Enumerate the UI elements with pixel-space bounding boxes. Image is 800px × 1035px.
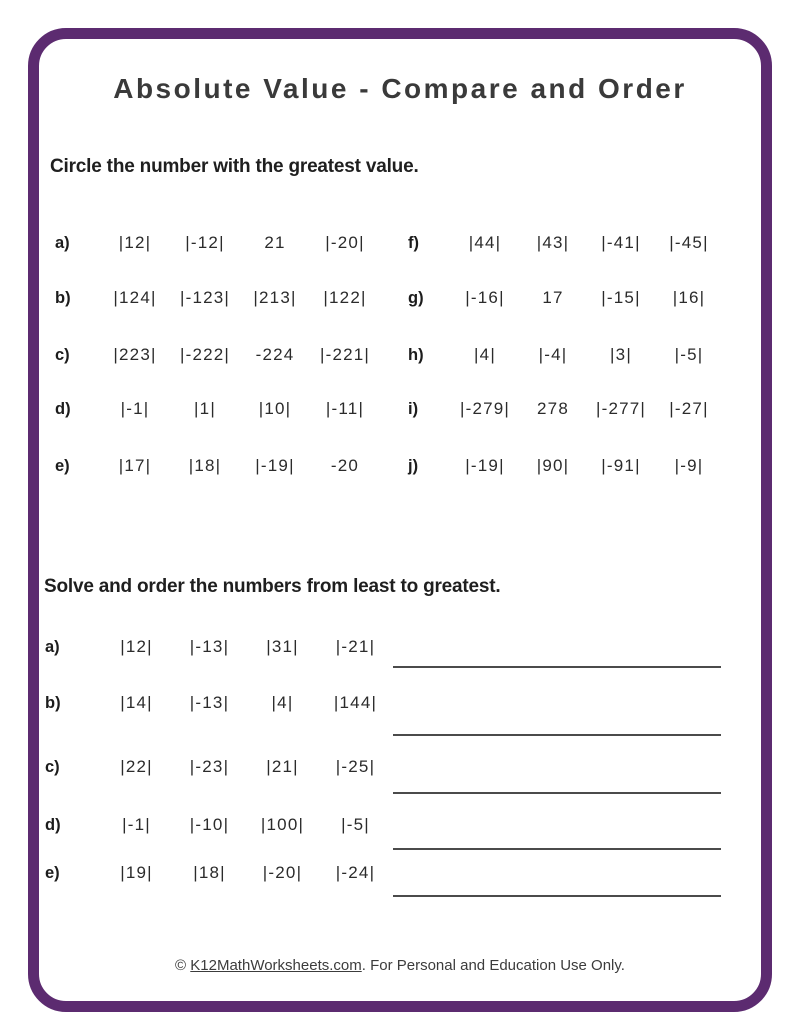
row-label: i) (408, 399, 419, 418)
section2-heading: Solve and order the numbers from least to greatest. (44, 576, 501, 597)
abs-value: |-45| (669, 233, 709, 252)
abs-value: |-277| (595, 399, 647, 418)
abs-value: |213| (253, 288, 297, 307)
abs-value: |-5| (341, 815, 370, 834)
answer-line-b (393, 734, 721, 736)
abs-value: |-12| (185, 233, 225, 252)
abs-value: |-10| (189, 815, 230, 834)
s1-row-h (408, 342, 723, 368)
abs-value: |-27| (669, 399, 709, 418)
abs-value: |-221| (319, 345, 371, 364)
answer-line-d (393, 848, 721, 850)
abs-value: |-1| (120, 399, 150, 418)
row-label: e) (45, 863, 60, 882)
abs-value: 17 (542, 288, 564, 307)
row-label: a) (55, 233, 70, 252)
s2-row-b (45, 690, 392, 716)
abs-value: |-91| (601, 456, 641, 475)
s1-row-b (55, 285, 380, 311)
row-label: j) (408, 456, 419, 475)
abs-value: |22| (120, 757, 153, 776)
footer-suffix: . For Personal and Education Use Only. (361, 957, 625, 974)
abs-value: |19| (120, 863, 153, 882)
abs-value: |18| (188, 456, 222, 475)
abs-value: |90| (536, 456, 570, 475)
abs-value: |4| (474, 345, 496, 364)
copyright-prefix: © (175, 957, 191, 974)
abs-value: |-20| (262, 863, 303, 882)
abs-value: |-279| (459, 399, 511, 418)
row-label: e) (55, 456, 70, 475)
section1-heading: Circle the number with the greatest value. (50, 156, 419, 177)
abs-value: |-4| (538, 345, 568, 364)
abs-value: |-20| (325, 233, 365, 252)
abs-value: |-9| (674, 456, 704, 475)
abs-value: |4| (271, 693, 294, 712)
abs-value: |14| (120, 693, 153, 712)
abs-value: |-13| (189, 693, 230, 712)
worksheet-site-link[interactable]: K12MathWorksheets.com (190, 957, 362, 974)
abs-value: |43| (536, 233, 570, 252)
row-label: f) (408, 233, 419, 252)
abs-value: |100| (260, 815, 305, 834)
abs-value: |124| (113, 288, 157, 307)
abs-value: |-41| (601, 233, 641, 252)
abs-value: |12| (120, 637, 153, 656)
abs-value: |-25| (335, 757, 376, 776)
abs-value: |31| (266, 637, 299, 656)
s1-row-j (408, 453, 723, 479)
abs-value: 278 (537, 399, 569, 418)
abs-value: |12| (118, 233, 152, 252)
answer-line-c (393, 792, 721, 794)
abs-value: |3| (610, 345, 632, 364)
page-title: Absolute Value - Compare and Order (113, 72, 687, 104)
abs-value: |18| (193, 863, 226, 882)
s1-row-d (55, 396, 380, 422)
abs-value: |-19| (465, 456, 505, 475)
abs-value: |-222| (179, 345, 231, 364)
s2-row-a (45, 634, 392, 660)
abs-value: |21| (266, 757, 299, 776)
abs-value: |-19| (255, 456, 295, 475)
s1-row-a (55, 230, 380, 256)
abs-value: -20 (330, 456, 360, 475)
abs-value: |-13| (189, 637, 230, 656)
s1-row-i (408, 396, 723, 422)
abs-value: |44| (468, 233, 502, 252)
row-label: d) (55, 399, 71, 418)
s2-row-e (45, 860, 392, 886)
abs-value: |-1| (122, 815, 151, 834)
row-label: b) (45, 693, 61, 712)
s1-row-f (408, 230, 723, 256)
abs-value: |-123| (179, 288, 231, 307)
abs-value: |-21| (335, 637, 376, 656)
s1-row-e (55, 453, 380, 479)
abs-value: |-11| (325, 399, 365, 418)
s2-row-d (45, 812, 392, 838)
row-label: c) (55, 345, 70, 364)
abs-value: -224 (255, 345, 295, 364)
s2-row-c (45, 754, 392, 780)
footer (0, 957, 800, 974)
abs-value: 21 (264, 233, 286, 252)
row-label: d) (45, 815, 61, 834)
abs-value: |144| (333, 693, 378, 712)
abs-value: |10| (258, 399, 292, 418)
abs-value: |-16| (465, 288, 505, 307)
answer-line-e (393, 895, 721, 897)
abs-value: |16| (672, 288, 706, 307)
row-label: a) (45, 637, 60, 656)
abs-value: |223| (113, 345, 157, 364)
abs-value: |122| (323, 288, 367, 307)
row-label: b) (55, 288, 71, 307)
s1-row-c (55, 342, 380, 368)
abs-value: |1| (194, 399, 216, 418)
abs-value: |-23| (189, 757, 230, 776)
abs-value: |-24| (335, 863, 376, 882)
abs-value: |-15| (601, 288, 641, 307)
abs-value: |17| (118, 456, 152, 475)
row-label: c) (45, 757, 60, 776)
row-label: h) (408, 345, 424, 364)
s1-row-g (408, 285, 723, 311)
abs-value: |-5| (674, 345, 704, 364)
row-label: g) (408, 288, 424, 307)
answer-line-a (393, 666, 721, 668)
